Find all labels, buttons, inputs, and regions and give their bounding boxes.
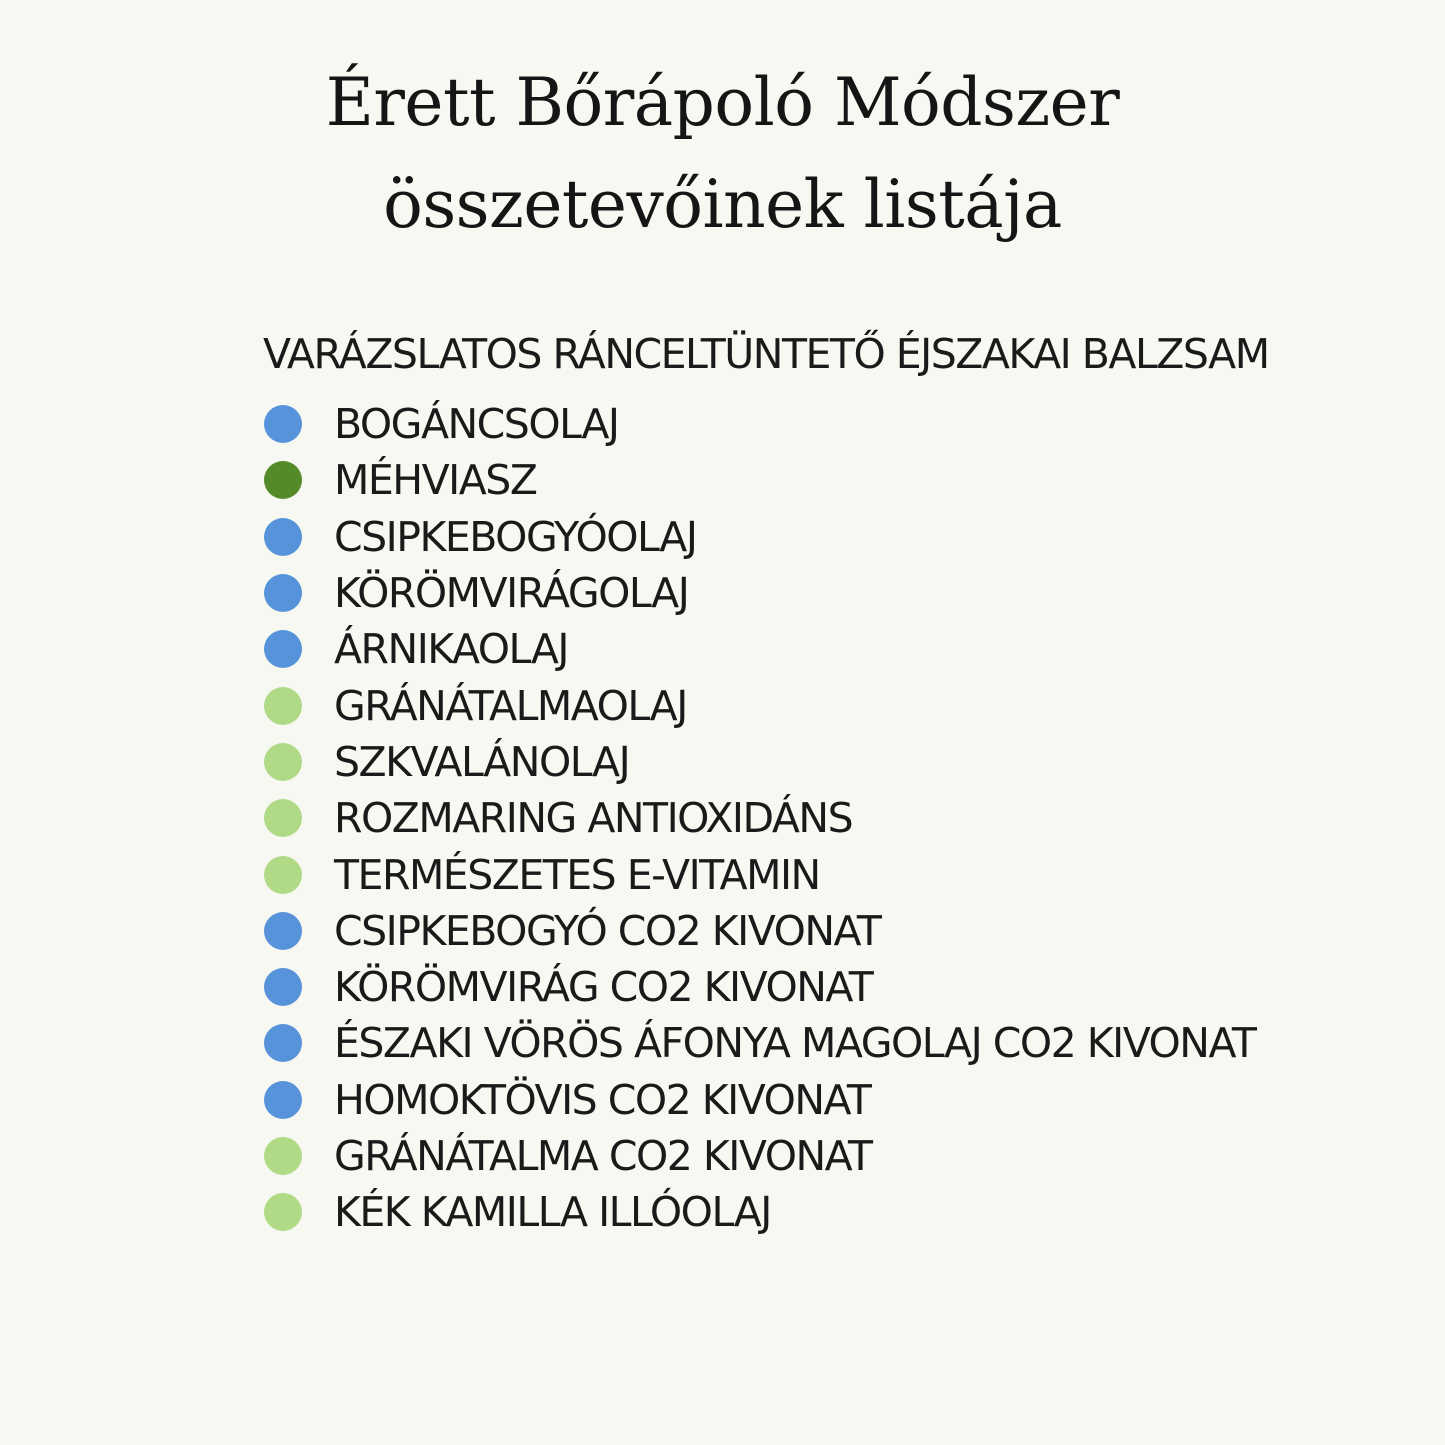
ingredient-label: MÉHVIASZ [334, 456, 537, 505]
bullet-dot-icon [264, 405, 302, 443]
ingredient-item [264, 790, 1255, 846]
ingredient-label: GRÁNÁTALMAOLAJ [334, 681, 687, 730]
ingredient-label: SZKVALÁNOLAJ [334, 737, 630, 786]
ingredient-item [264, 1128, 1255, 1184]
ingredient-label: TERMÉSZETES E-VITAMIN [334, 850, 820, 899]
bullet-dot-icon [264, 1193, 302, 1231]
bullet-dot-icon [264, 1081, 302, 1119]
bullet-dot-icon [264, 574, 302, 612]
ingredient-label: GRÁNÁTALMA CO2 KIVONAT [334, 1132, 872, 1180]
ingredient-item [264, 734, 1255, 790]
bullet-dot-icon [264, 912, 302, 950]
ingredient-item [264, 1184, 1255, 1240]
bullet-dot-icon [264, 743, 302, 781]
ingredient-item [264, 452, 1255, 508]
bullet-dot-icon [264, 630, 302, 668]
ingredient-item [264, 1015, 1255, 1071]
ingredient-item [264, 1072, 1255, 1128]
ingredient-label: ÉSZAKI VÖRÖS ÁFONYA MAGOLAJ CO2 KIVONAT [334, 1019, 1256, 1068]
bullet-dot-icon [264, 461, 302, 499]
bullet-dot-icon [264, 687, 302, 725]
page-title-line-1: Érett Bőrápoló Módszer [325, 64, 1120, 141]
ingredient-label: ÁRNIKAOLAJ [334, 625, 568, 674]
ingredient-label: HOMOKTÖVIS CO2 KIVONAT [334, 1075, 871, 1124]
bullet-dot-icon [264, 1137, 302, 1175]
ingredient-label: KÖRÖMVIRÁG CO2 KIVONAT [334, 963, 873, 1012]
bullet-dot-icon [264, 1024, 302, 1062]
ingredient-item [264, 396, 1255, 452]
ingredient-label: CSIPKEBOGYÓ CO2 KIVONAT [334, 906, 881, 955]
ingredient-label: BOGÁNCSOLAJ [334, 400, 619, 449]
ingredient-label: ROZMARING ANTIOXIDÁNS [334, 794, 853, 843]
ingredient-item [264, 846, 1255, 902]
ingredient-label: CSIPKEBOGYÓOLAJ [334, 512, 697, 561]
ingredient-item [264, 621, 1255, 677]
bullet-dot-icon [264, 968, 302, 1006]
ingredient-item [264, 959, 1255, 1015]
product-name: VARÁZSLATOS RÁNCELTÜNTETŐ ÉJSZAKAI BALZSAM [263, 330, 1269, 378]
ingredient-label: KÖRÖMVIRÁGOLAJ [334, 569, 689, 618]
page-title-line-2: összetevőinek listája [383, 166, 1062, 243]
bullet-dot-icon [264, 518, 302, 556]
ingredient-item [264, 677, 1255, 733]
ingredient-item [264, 565, 1255, 621]
ingredient-item [264, 509, 1255, 565]
bullet-dot-icon [264, 799, 302, 837]
ingredient-list [264, 396, 1255, 1240]
page-title [0, 52, 1445, 256]
ingredient-item [264, 903, 1255, 959]
bullet-dot-icon [264, 856, 302, 894]
ingredient-label: KÉK KAMILLA ILLÓOLAJ [334, 1188, 771, 1237]
